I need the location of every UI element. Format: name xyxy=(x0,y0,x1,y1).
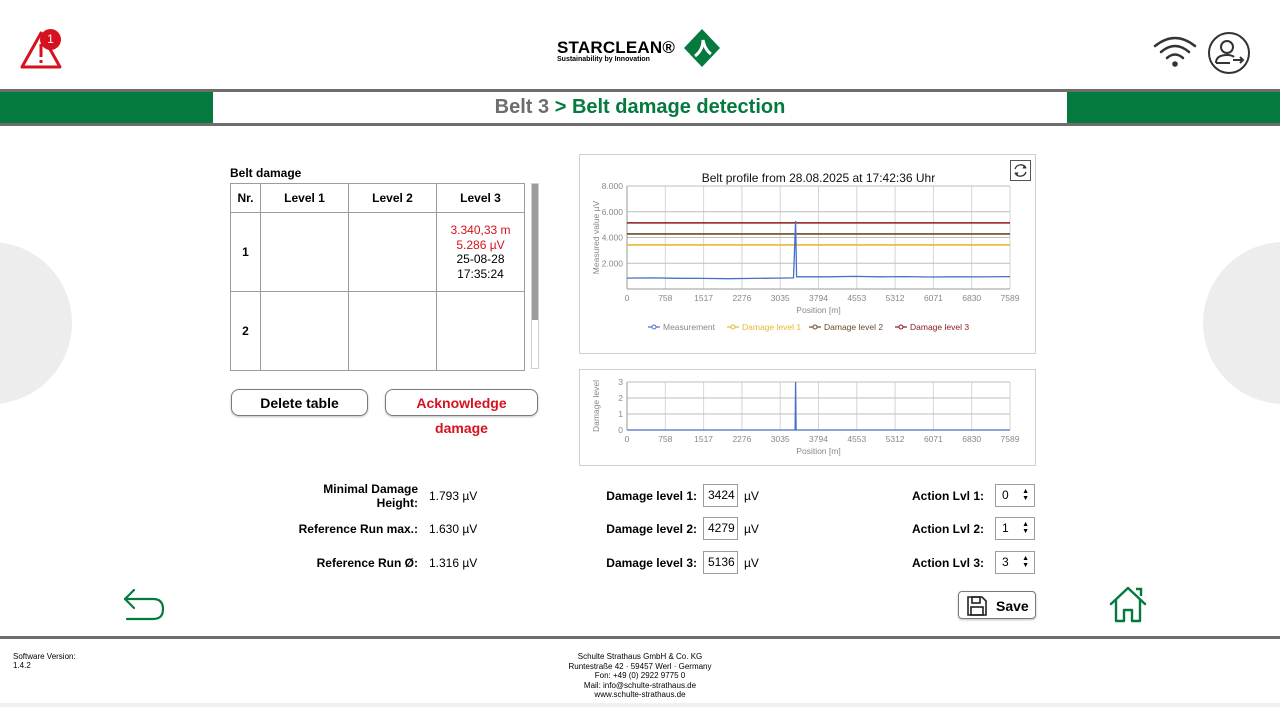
page-title-text: Belt damage detection xyxy=(571,96,786,118)
table-row[interactable] xyxy=(231,213,525,292)
action-level-2-select[interactable] xyxy=(995,517,1035,540)
breadcrumb[interactable]: Belt 3 xyxy=(494,96,550,118)
belt-profile-chart xyxy=(579,154,1036,354)
bottom-bar xyxy=(0,703,1280,707)
logo-name: STARCLEAN® xyxy=(557,38,676,57)
table-scrollbar-thumb[interactable] xyxy=(532,184,538,320)
version-label: Software Version: xyxy=(13,652,76,661)
y-tick-label: 2 xyxy=(618,393,623,403)
x-tick-label: 1517 xyxy=(694,434,714,444)
y-tick-label: 3 xyxy=(618,377,623,387)
damage-level-3-input[interactable]: 5136 xyxy=(703,551,738,574)
title-bar-border-bottom xyxy=(0,123,1280,126)
min-damage-value: 1.793 µV xyxy=(429,489,478,503)
x-tick-label: 1517 xyxy=(694,293,714,303)
alert-count-badge: 1 xyxy=(40,29,61,50)
company-name: Schulte Strathaus GmbH & Co. KG xyxy=(577,652,703,661)
row-level-3 xyxy=(437,213,525,292)
spinner-arrows-icon[interactable]: ▲ ▼ xyxy=(1022,555,1029,569)
x-tick-label: 0 xyxy=(624,434,630,444)
chart-title: Belt profile from 28.08.2025 at 17:42:36 Uhr xyxy=(701,171,936,185)
table-title: Belt damage xyxy=(230,166,302,180)
breadcrumb-separator: > xyxy=(554,96,567,118)
ref-max-value: 1.630 µV xyxy=(429,522,478,536)
ref-avg-label: Reference Run Ø: xyxy=(316,556,418,570)
x-tick-label: 2276 xyxy=(732,434,752,444)
row-level-2 xyxy=(349,213,437,292)
y-axis-label: Damage level xyxy=(591,380,601,432)
damage-level-1-input[interactable]: 3424 xyxy=(703,484,738,507)
table-header-row xyxy=(231,184,525,213)
y-tick-label: 4.000 xyxy=(601,232,623,243)
x-tick-label: 5312 xyxy=(885,434,905,444)
save-button[interactable] xyxy=(958,591,1036,619)
row-level-1 xyxy=(261,213,349,292)
x-axis-label: Position [m] xyxy=(796,446,841,456)
legend-marker xyxy=(813,325,817,329)
x-tick-label: 3794 xyxy=(809,434,828,444)
damage-level-svg xyxy=(580,370,1035,465)
row-nr: 2 xyxy=(231,292,261,371)
version-number: 1.4.2 xyxy=(13,661,31,670)
y-tick-label: 0 xyxy=(618,425,623,435)
legend-label: Damage level 2 xyxy=(824,322,884,332)
software-version xyxy=(13,652,76,670)
x-tick-label: 758 xyxy=(658,293,673,303)
row-level-2 xyxy=(349,292,437,371)
min-damage-label: Minimal Damage Height: xyxy=(323,482,418,510)
x-tick-label: 6830 xyxy=(962,293,982,303)
x-tick-label: 6071 xyxy=(923,293,943,303)
acknowledge-damage-button[interactable]: Acknowledge damage xyxy=(385,389,538,416)
home-icon[interactable] xyxy=(1108,585,1148,623)
logout-user-icon[interactable] xyxy=(1206,30,1252,76)
y-tick-label: 6.000 xyxy=(601,206,623,217)
belt-profile-svg xyxy=(580,155,1035,353)
damage-level-2-label: Damage level 2: xyxy=(606,522,697,536)
level3-distance: 3.340,33 m xyxy=(450,223,511,237)
company-street: Runtestraße 42 · 59457 Werl · Germany xyxy=(568,661,712,671)
action-level-1-select[interactable] xyxy=(995,484,1035,507)
damage-level-2-input[interactable]: 4279 xyxy=(703,517,738,540)
row-level-3 xyxy=(437,292,525,371)
page-title xyxy=(213,92,1067,123)
x-tick-label: 5312 xyxy=(885,293,905,303)
damage-level-3-unit: µV xyxy=(744,556,759,570)
legend-marker xyxy=(652,325,656,329)
back-arrow-icon[interactable] xyxy=(121,588,167,624)
level3-date: 25-08-28 xyxy=(456,252,505,266)
x-tick-label: 3035 xyxy=(770,434,790,444)
refresh-icon[interactable] xyxy=(1010,160,1031,181)
legend-marker xyxy=(899,325,903,329)
x-tick-label: 4553 xyxy=(847,434,867,444)
company-web[interactable]: www.schulte-strathaus.de xyxy=(594,690,686,700)
y-tick-label: 2.000 xyxy=(601,258,623,269)
delete-table-button[interactable]: Delete table xyxy=(231,389,368,416)
company-mail[interactable]: Mail: info@schulte-strathaus.de xyxy=(583,680,697,690)
y-tick-label: 1 xyxy=(618,409,623,419)
level3-time: 17:35:24 xyxy=(457,266,504,281)
side-decoration-right xyxy=(1203,242,1280,404)
damage-level-2-unit: µV xyxy=(744,522,759,536)
row-nr: 1 xyxy=(231,213,261,292)
header-level-3: Level 3 xyxy=(437,184,525,213)
title-bar-green-right xyxy=(1067,92,1280,123)
header-level-2: Level 2 xyxy=(349,184,437,213)
damage-level-chart xyxy=(579,369,1036,466)
floppy-disk-icon xyxy=(967,596,987,616)
legend-label: Damage level 3 xyxy=(910,322,970,332)
company-address xyxy=(540,652,740,700)
spinner-arrows-icon[interactable]: ▲ ▼ xyxy=(1022,488,1029,502)
x-tick-label: 0 xyxy=(624,293,630,303)
x-tick-label: 758 xyxy=(658,434,673,444)
damage-level-1-unit: µV xyxy=(744,489,759,503)
damage-level-1-label: Damage level 1: xyxy=(606,489,697,503)
table-row[interactable] xyxy=(231,292,525,371)
side-decoration-left xyxy=(0,242,72,404)
y-axis-label: Measured value µV xyxy=(591,200,601,275)
header-nr: Nr. xyxy=(231,184,261,213)
legend-marker xyxy=(731,325,735,329)
action-level-3-value: 3 xyxy=(1002,555,1009,569)
ref-avg-value: 1.316 µV xyxy=(429,556,478,570)
x-tick-label: 7589 xyxy=(1000,434,1020,444)
damage-table xyxy=(230,183,525,371)
action-level-1-value: 0 xyxy=(1002,488,1009,502)
action-level-2-label: Action Lvl 2: xyxy=(911,522,984,536)
action-level-3-select[interactable] xyxy=(995,551,1035,574)
title-bar-green-left xyxy=(0,92,213,123)
spinner-arrows-icon[interactable]: ▲ ▼ xyxy=(1022,521,1029,535)
x-tick-label: 6830 xyxy=(962,434,982,444)
x-tick-label: 6071 xyxy=(923,434,943,444)
ref-max-label: Reference Run max.: xyxy=(298,522,418,536)
legend-label: Measurement xyxy=(663,322,715,332)
legend-label: Damage level 1 xyxy=(742,322,802,332)
x-tick-label: 3794 xyxy=(809,293,828,303)
header-level-1: Level 1 xyxy=(261,184,349,213)
action-level-2-value: 1 xyxy=(1002,521,1009,535)
level3-value: 5.286 µV xyxy=(456,237,505,252)
wifi-icon[interactable] xyxy=(1152,33,1198,69)
x-tick-label: 4553 xyxy=(847,293,867,303)
x-tick-label: 7589 xyxy=(1000,293,1020,303)
damage-level-3-label: Damage level 3: xyxy=(606,556,697,570)
action-level-3-label: Action Lvl 3: xyxy=(911,556,984,570)
logo-icon xyxy=(683,28,721,68)
y-tick-label: 8.000 xyxy=(601,181,623,191)
x-axis-label: Position [m] xyxy=(796,305,841,315)
footer-divider xyxy=(0,636,1280,639)
action-level-1-label: Action Lvl 1: xyxy=(911,489,984,503)
logo-tagline: Sustainability by Innovation xyxy=(557,56,650,63)
row-level-1 xyxy=(261,292,349,371)
company-phone: Fon: +49 (0) 2922 9775 0 xyxy=(594,671,686,681)
save-button-label: Save xyxy=(996,598,1029,614)
x-tick-label: 3035 xyxy=(770,293,790,303)
x-tick-label: 2276 xyxy=(732,293,752,303)
